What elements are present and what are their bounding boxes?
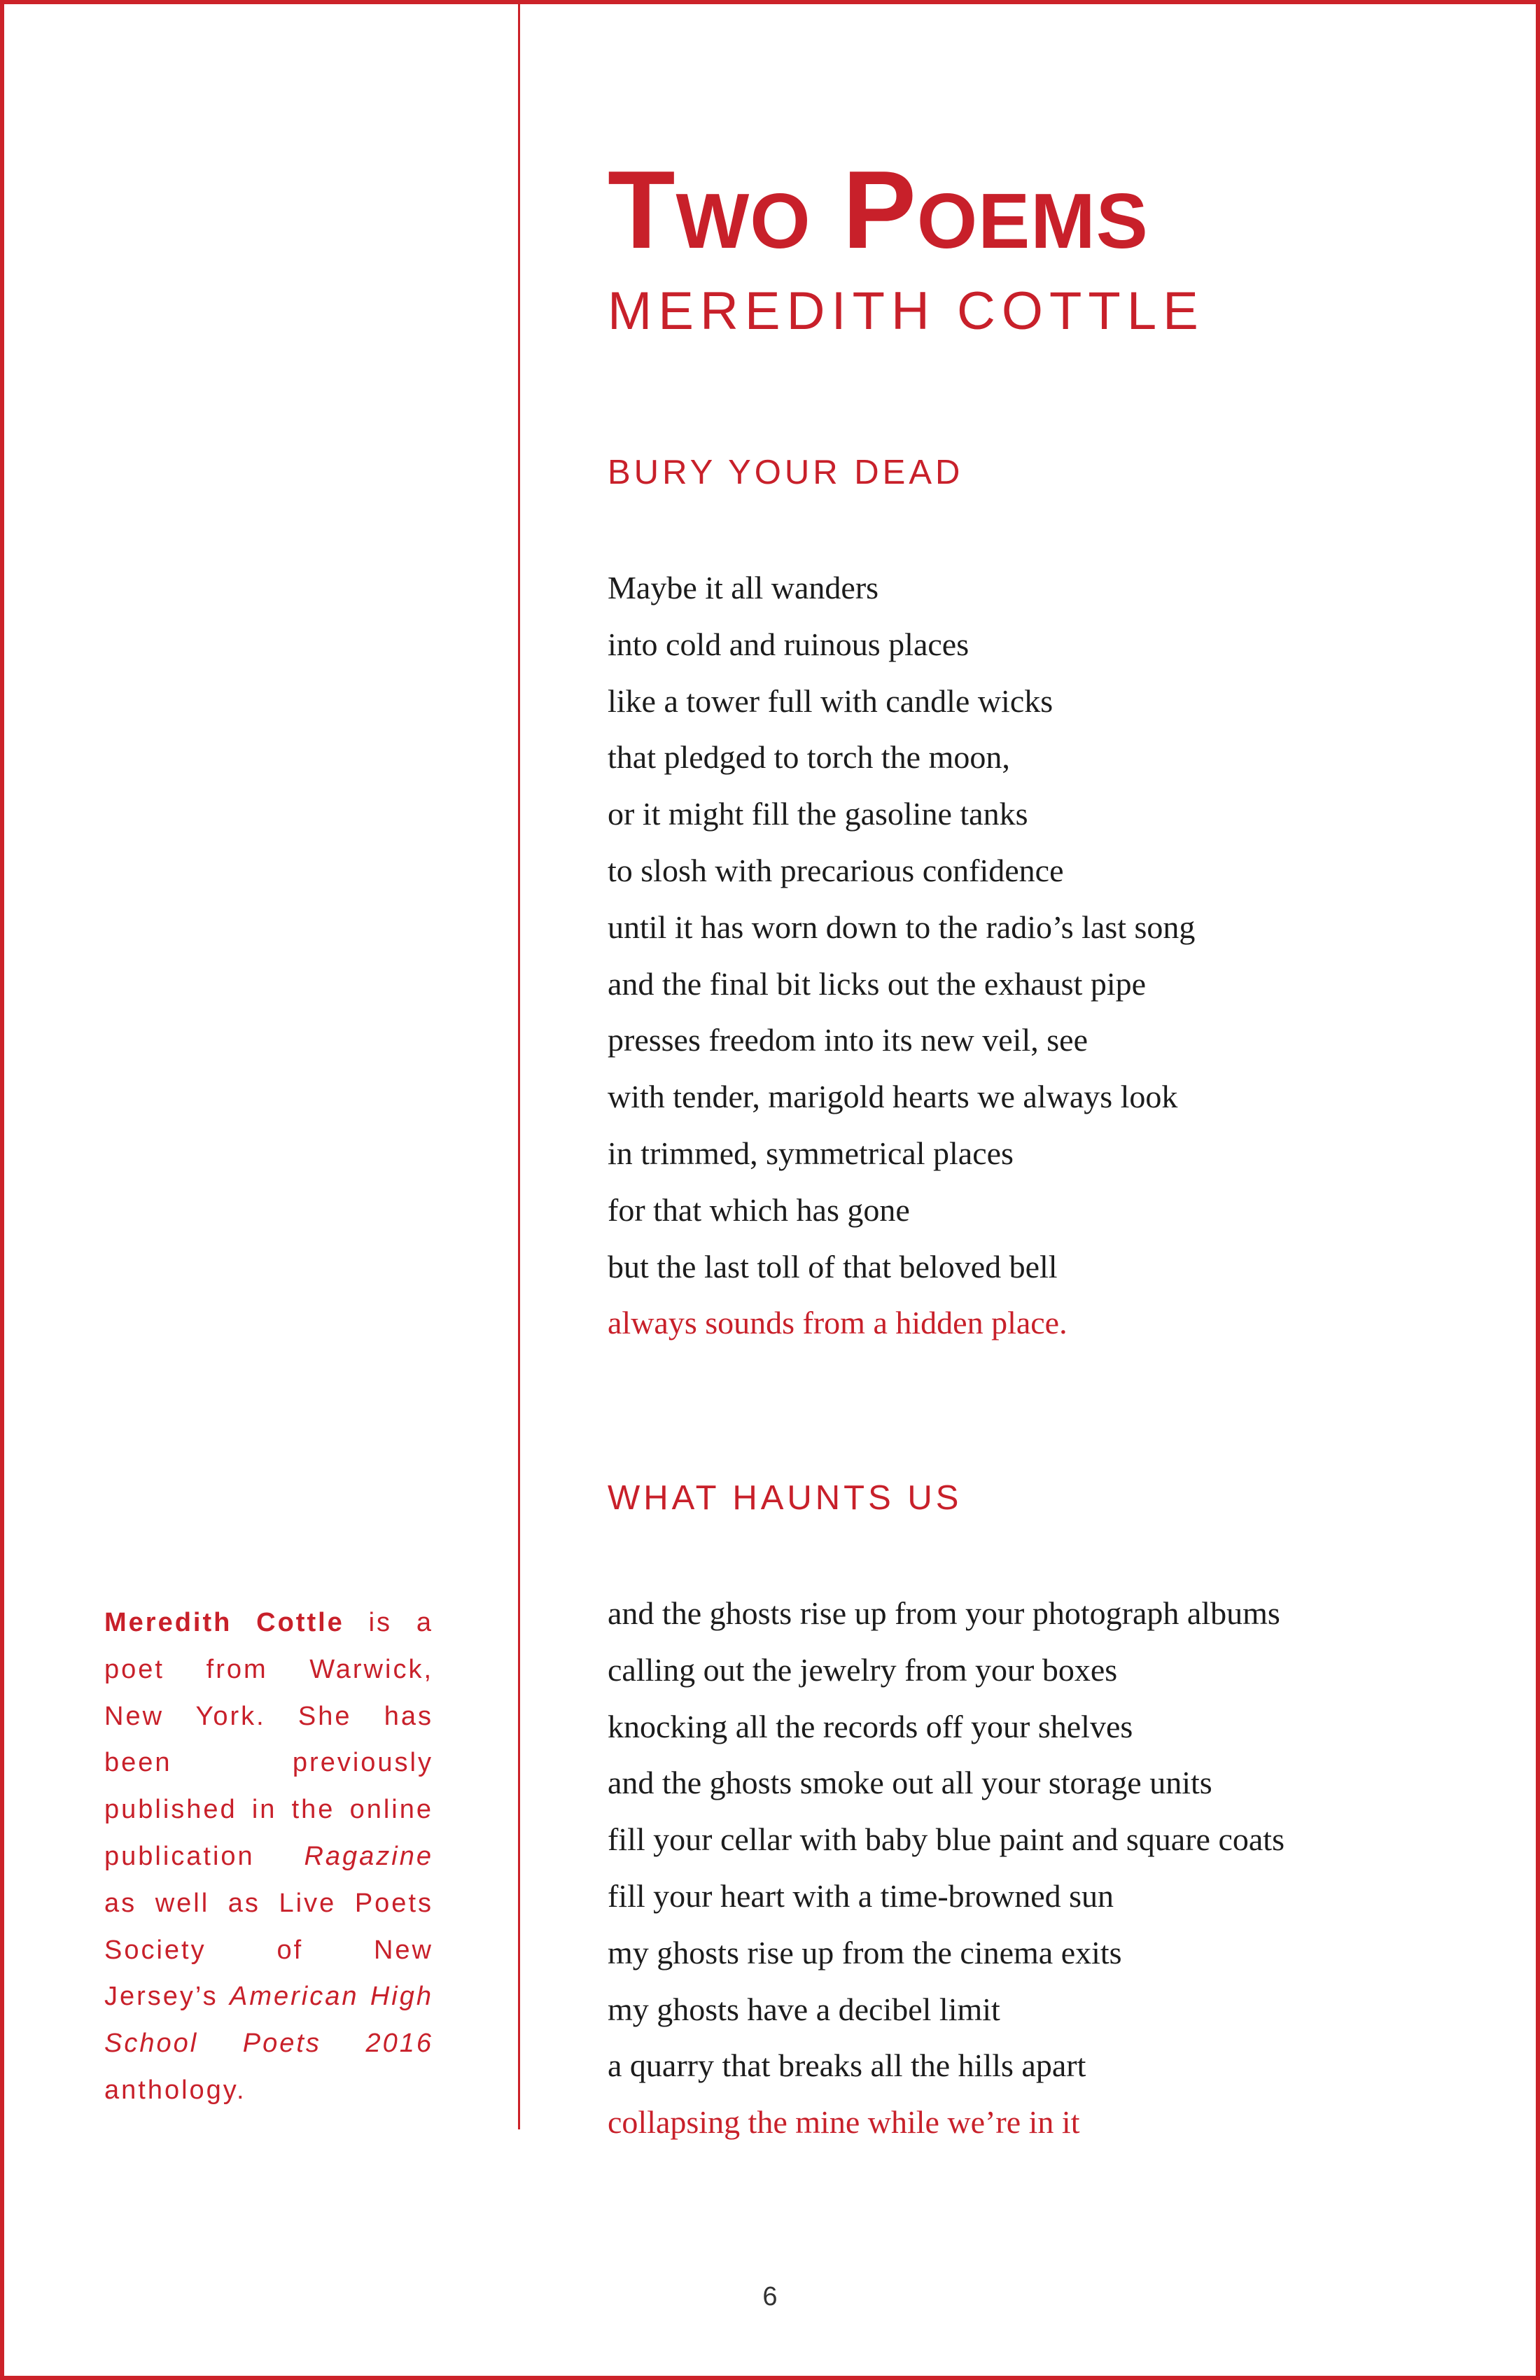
bio-anthology-title: American High School Poets 2016 xyxy=(104,1982,433,2059)
poem-line: that pledged to torch the moon, xyxy=(608,739,1010,776)
poem-line: and the ghosts rise up from your photograph albums xyxy=(608,1595,1280,1631)
author-bio xyxy=(104,1600,433,2114)
poem-line: but the last toll of that beloved bell xyxy=(608,1248,1058,1284)
poem-line: with tender, marigold hearts we always look xyxy=(608,1079,1178,1115)
poem-line: in trimmed, symmetrical places xyxy=(608,1135,1014,1171)
poem-title-what-haunts-us: WHAT HAUNTS US xyxy=(608,1479,962,1517)
bio-text: is a poet from Warwick, New York. She has been previously published in the online publication xyxy=(104,1608,433,1871)
poem-line: and the ghosts smoke out all your storage units xyxy=(608,1765,1212,1801)
poem-closing-line: collapsing the mine while we’re in it xyxy=(608,2104,1080,2141)
poem-line: fill your heart with a time-browned sun xyxy=(608,1877,1114,1914)
poem-line: fill your cellar with baby blue paint and square coats xyxy=(608,1821,1284,1858)
poem-title-bury-your-dead: BURY YOUR DEAD xyxy=(608,454,964,491)
poem-line: for that which has gone xyxy=(608,1191,910,1228)
author-name: MEREDITH COTTLE xyxy=(608,281,1205,341)
poem-bury-your-dead xyxy=(608,560,1195,1352)
bio-text: as well as Live Poets Society of New Jersey’s xyxy=(104,1888,433,2012)
poem-line: presses freedom into its new veil, see xyxy=(608,1022,1088,1058)
bio-publication-title: Ragazine xyxy=(304,1841,433,1871)
bio-text: anthology. xyxy=(104,2075,246,2105)
poem-closing-line: always sounds from a hidden place. xyxy=(608,1305,1068,1341)
poem-line: until it has worn down to the radio’s last song xyxy=(608,909,1196,945)
poem-line: my ghosts have a decibel limit xyxy=(608,1991,1000,2027)
page-title: Two Poems xyxy=(608,148,1149,272)
page-number: 6 xyxy=(762,2282,778,2311)
poem-line: calling out the jewelry from your boxes xyxy=(608,1651,1118,1688)
poem-line: like a tower full with candle wicks xyxy=(608,682,1054,719)
poem-what-haunts-us xyxy=(608,1586,1284,2151)
poem-line: and the final bit licks out the exhaust pipe xyxy=(608,965,1147,1002)
bio-author-name: Meredith Cottle xyxy=(104,1608,344,1637)
poem-line: or it might fill the gasoline tanks xyxy=(608,796,1028,832)
column-divider xyxy=(518,4,520,2129)
poem-line: my ghosts rise up from the cinema exits xyxy=(608,1934,1122,1970)
poem-line: into cold and ruinous places xyxy=(608,626,969,662)
poem-line: Maybe it all wanders xyxy=(608,570,879,606)
poem-line: a quarry that breaks all the hills apart xyxy=(608,2047,1086,2084)
poem-line: to slosh with precarious confidence xyxy=(608,852,1064,888)
poem-line: knocking all the records off your shelves xyxy=(608,1708,1133,1744)
